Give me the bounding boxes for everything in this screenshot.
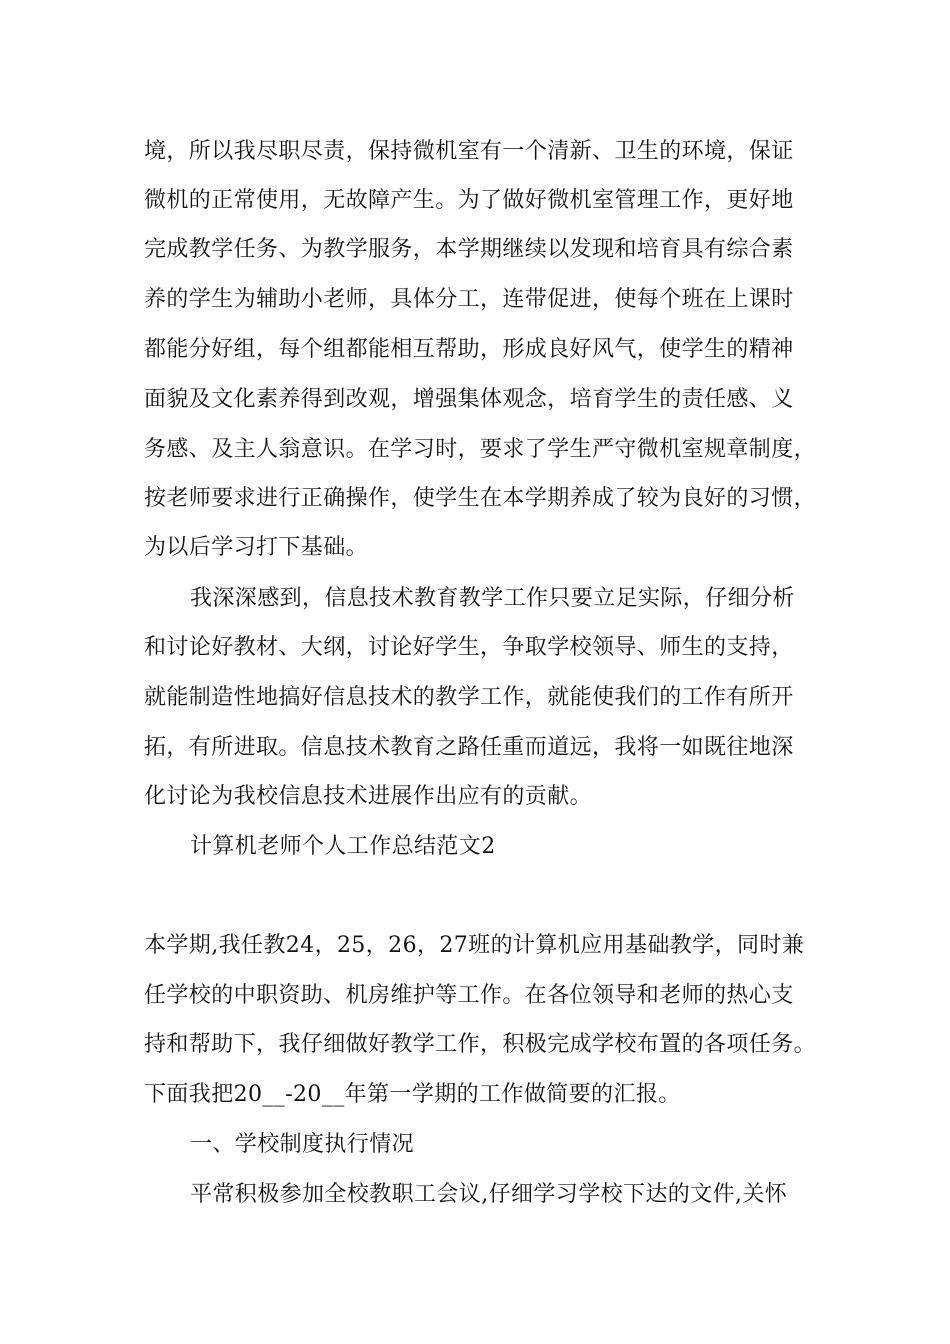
paragraph-line: 下面我把20__-20__年第一学期的工作做简要的汇报。 (144, 1082, 681, 1107)
paragraph-line: 都能分好组，每个组都能相互帮助，形成良好风气，使学生的精神 (144, 337, 794, 362)
paragraph-line: 境，所以我尽职尽责，保持微机室有一个清新、卫生的环境，保证 (144, 139, 794, 164)
paragraph-line: 平常积极参加全校教职工会议,仔细学习学校下达的文件,关怀 (190, 1182, 788, 1207)
paragraph-line: 为以后学习打下基础。 (144, 535, 369, 560)
paragraph-line: 按老师要求进行正确操作，使学生在本学期养成了较为良好的习惯， (144, 486, 817, 511)
paragraph-line: 完成教学任务、为教学服务，本学期继续以发现和培育具有综合素 (144, 237, 794, 262)
paragraph-line: 化讨论为我校信息技术进展作出应有的贡献。 (144, 784, 593, 809)
paragraph-line: 任学校的中职资助、机房维护等工作。在各位领导和老师的热心支 (144, 983, 794, 1008)
paragraph-line: 和讨论好教材、大纲，讨论好学生，争取学校领导、师生的支持， (144, 635, 794, 660)
paragraph-line: 就能制造性地搞好信息技术的教学工作，就能使我们的工作有所开 (144, 685, 794, 710)
paragraph-line: 我深深感到，信息技术教育教学工作只要立足实际，仔细分析 (190, 586, 795, 611)
paragraph-line: 微机的正常使用，无故障产生。为了做好微机室管理工作，更好地 (144, 188, 794, 213)
paragraph-line: 面貌及文化素养得到改观，增强集体观念，培育学生的责任感、义 (144, 387, 794, 412)
paragraph-line: 务感、及主人翁意识。在学习时，要求了学生严守微机室规章制度， (144, 437, 817, 462)
paragraph-line: 持和帮助下，我仔细做好教学工作，积极完成学校布置的各项任务。 (144, 1032, 817, 1057)
section-heading: 计算机老师个人工作总结范文2 (190, 834, 496, 859)
subsection-heading: 一、学校制度执行情况 (190, 1132, 415, 1157)
paragraph-line: 拓，有所进取。信息技术教育之路任重而道远，我将一如既往地深 (144, 735, 794, 760)
paragraph-line: 养的学生为辅助小老师，具体分工，连带促进，使每个班在上课时 (144, 287, 794, 312)
paragraph-line: 本学期,我任教24，25，26，27班的计算机应用基础教学，同时兼 (144, 933, 805, 958)
